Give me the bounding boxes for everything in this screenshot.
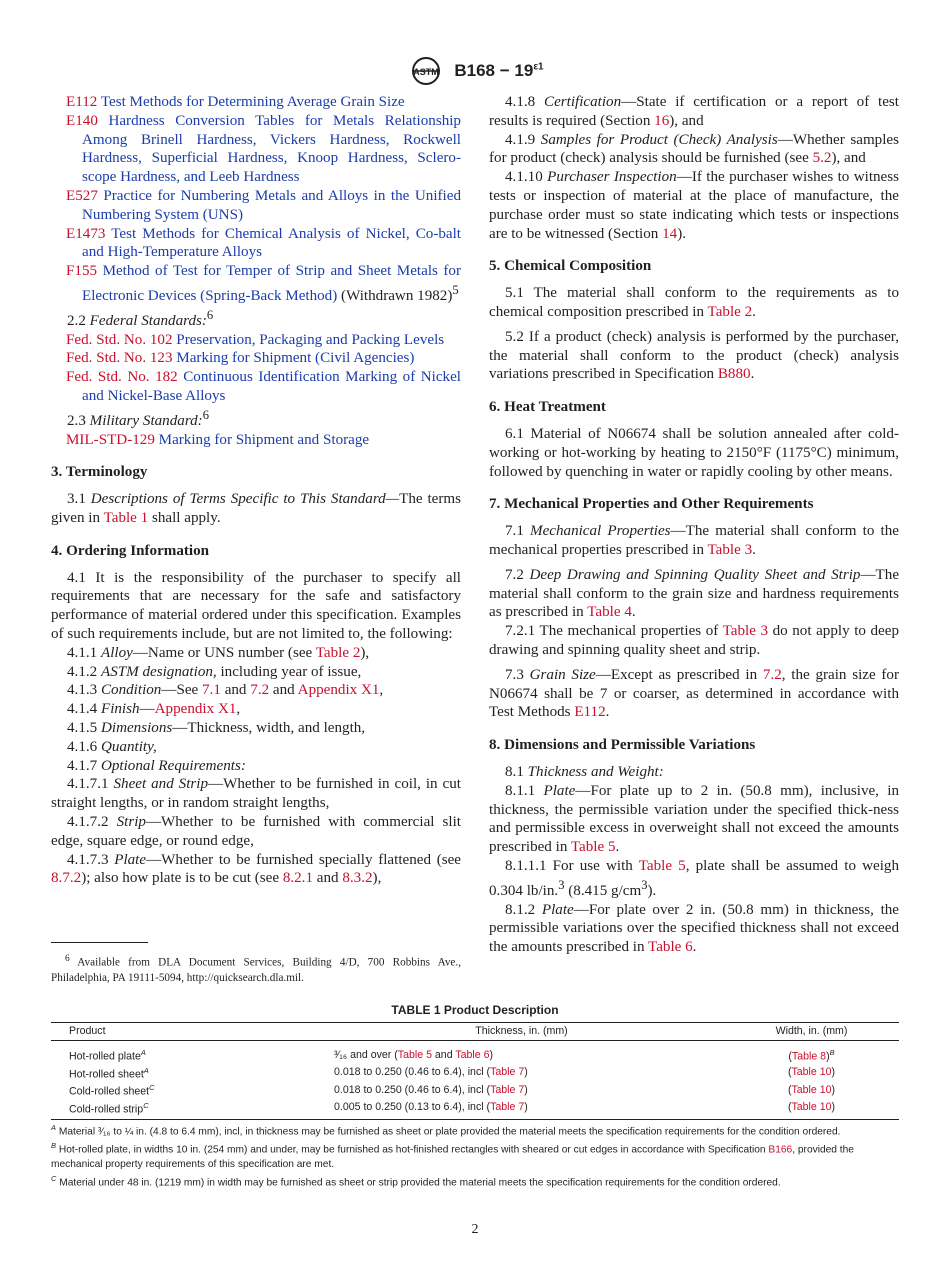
ref-title-link[interactable]: Hardness Conversion Tables for Metals Relationship Among Brinell Hardness, Vickers Hardness, Rockwell Hardness, Superficial Hardness, Knoop Hardness, Sclero-scope Hardness, and Leeb Hardness bbox=[82, 112, 461, 186]
header-width: Width, in. (mm) bbox=[724, 1023, 899, 1041]
table-8-link[interactable]: Table 8 bbox=[791, 1050, 827, 1063]
table-7-link[interactable]: Table 7 bbox=[490, 1101, 525, 1114]
page-header bbox=[0, 56, 950, 86]
appendix-x1-link[interactable]: Appendix X1 bbox=[154, 701, 237, 718]
cell-thickness: 0.018 to 0.250 (0.46 to 6.4), incl (Table 7) bbox=[334, 1066, 528, 1079]
table-7-link[interactable]: Table 7 bbox=[490, 1066, 525, 1079]
para-8-1-1-1: 8.1.1.1 For use with Table 5, plate shall be assumed to weigh 0.304 lb/in.$^3$ (8.415 $g/cm^3$). bbox=[489, 857, 900, 899]
section-7-2-link[interactable]: 7.2 bbox=[762, 666, 782, 683]
ref-title-link[interactable]: Marking for Shipment (Civil Agencies) bbox=[176, 350, 415, 367]
cell-width: (Table 8)$^B$ bbox=[788, 1048, 835, 1063]
right-column bbox=[489, 93, 899, 957]
left-column bbox=[51, 93, 461, 888]
ref-fed-182 bbox=[51, 368, 461, 406]
table-note-b: $^B$ Hot-rolled plate, in widths 10 in. (254 mm) and under, may be furnished as hot-finished rectangles with sheared or cut edges in accordance with Specification B166, provided the mechanical property requirements of this specification are met. bbox=[51, 1141, 854, 1170]
table-row bbox=[51, 1041, 899, 1064]
table-header-row bbox=[51, 1023, 899, 1041]
cell-product: Cold-rolled strip$^C$ bbox=[51, 1099, 319, 1120]
ref-f155: F155 Method of Test for Temper of Strip and Sheet Metals for Electronic Devices (Spring-Back Method) (Withdrawn 1982)$^5$ bbox=[66, 263, 461, 304]
table-5-link[interactable]: Table 5 bbox=[570, 839, 616, 856]
table-7-link[interactable]: Table 7 bbox=[490, 1083, 525, 1096]
ref-title-link[interactable]: Continuous Identification Marking of Nickel and Nickel-Base Alloys bbox=[82, 369, 461, 405]
table-6-link[interactable]: Table 6 bbox=[455, 1048, 490, 1061]
ref-code-link[interactable]: MIL-STD-129 bbox=[66, 431, 155, 448]
table-10-link[interactable]: Table 10 bbox=[791, 1066, 832, 1079]
cell-product: Hot-rolled sheet$^A$ bbox=[69, 1065, 149, 1081]
table-10-link[interactable]: Table 10 bbox=[791, 1101, 832, 1114]
b880-link[interactable]: B880 bbox=[717, 366, 751, 383]
ref-e527 bbox=[51, 187, 461, 225]
section-7-2-link[interactable]: 7.2 bbox=[250, 682, 270, 699]
para-4-1: 4.1 It is the responsibility of the purchaser to specify all requirements that are necessary for the safe and satisfactory performance of material ordered under this specification. Examples of such requirements include, but are not limited to, the following: bbox=[51, 569, 461, 643]
section-5-title: 5. Chemical Composition bbox=[489, 258, 652, 275]
section-16-link[interactable]: 16 bbox=[654, 112, 670, 129]
para-4-1-6: 4.1.6 Quantity, bbox=[67, 738, 157, 755]
ref-title-link[interactable]: Method of Test for Temper of Strip and Sheet Metals for Electronic Devices (Spring-Back Method) bbox=[82, 263, 461, 304]
table-5-link[interactable]: Table 5 bbox=[397, 1048, 432, 1061]
table-3-link[interactable]: Table 3 bbox=[722, 623, 769, 640]
table-2-link[interactable]: Table 2 bbox=[707, 303, 753, 320]
header-thickness: Thickness, in. (mm) bbox=[319, 1023, 724, 1041]
page-number: 2 bbox=[471, 1222, 479, 1237]
para-4-1-7-3: 4.1.7.3 Plate—Whether to be furnished specially flattened (see 8.7.2); also how plate is to be cut (see 8.2.1 and 8.3.2), bbox=[51, 851, 461, 887]
para-6-1: 6.1 Material of N06674 shall be solution annealed after cold-working or hot-working by heating to 2150°F (1175°C) minimum, followed by quenching in water or rapidly cooling by other means. bbox=[489, 425, 899, 480]
ref-code-link[interactable]: Fed. Std. No. 102 bbox=[66, 331, 173, 348]
ref-title-link[interactable]: Marking for Shipment and Storage bbox=[158, 431, 370, 448]
ref-e112 bbox=[51, 93, 461, 112]
military-standard-heading: 2.3 Military Standard:$^6$ bbox=[67, 407, 210, 429]
product-description-table bbox=[51, 1022, 899, 1120]
table-1-notes bbox=[51, 1121, 899, 1190]
para-4-1-10: 4.1.10 Purchaser Inspection—If the purchaser wishes to witness tests or inspection of material at the place of manufacture, the purchase order must so state indicating which tests or inspections are to be witnessed (Section 14). bbox=[489, 169, 900, 242]
ref-e1473 bbox=[51, 225, 461, 263]
table-row bbox=[51, 1081, 899, 1099]
cell-thickness: 0.018 to 0.250 (0.46 to 6.4), incl (Table 7) bbox=[334, 1083, 528, 1096]
astm-logo-icon bbox=[406, 56, 446, 86]
section-8-title: 8. Dimensions and Permissible Variations bbox=[489, 737, 756, 754]
svg-text:ASTM: ASTM bbox=[413, 67, 440, 77]
section-3-title: 3. Terminology bbox=[51, 464, 148, 481]
ref-code-link[interactable]: Fed. Std. No. 123 bbox=[66, 350, 173, 367]
table-2-link[interactable]: Table 2 bbox=[315, 644, 361, 661]
para-4-1-2: 4.1.2 ASTM designation, including year of issue, bbox=[67, 663, 362, 680]
table-3-link[interactable]: Table 3 bbox=[707, 541, 753, 558]
cell-width: (Table 10) bbox=[787, 1083, 836, 1096]
ref-code-link[interactable]: E527 bbox=[66, 187, 98, 204]
para-7-2: 7.2 Deep Drawing and Spinning Quality Sheet and Strip—The material shall conform to the grain size and hardness requirements as prescribed in Table 4. bbox=[489, 566, 900, 621]
para-4-1-7-1: 4.1.7.1 Sheet and Strip—Whether to be furnished in coil, in cut straight lengths, or in random straight lengths, bbox=[51, 776, 461, 812]
section-7-1-link[interactable]: 7.1 bbox=[202, 682, 221, 699]
para-4-1-8: 4.1.8 Certification—State if certification or a report of test results is required (Section 16), and bbox=[489, 94, 899, 129]
cell-thickness: 0.005 to 0.250 (0.13 to 6.4), incl (Table 7) bbox=[319, 1099, 724, 1120]
ref-e140 bbox=[51, 112, 461, 187]
cell-product: Hot-rolled plate$^A$ bbox=[69, 1048, 146, 1063]
para-7-2-1: 7.2.1 The mechanical properties of Table 3 do not apply to deep drawing and spinning quality sheet and strip. bbox=[489, 623, 899, 658]
footnote-divider bbox=[51, 942, 148, 943]
table-row bbox=[51, 1099, 899, 1120]
table-5-link[interactable]: Table 5 bbox=[638, 857, 686, 874]
section-6-title: 6. Heat Treatment bbox=[489, 399, 606, 416]
table-note-a: $^A$ Material ³⁄₁₆ to ¼ in. (4.8 to 6.4 mm), incl, in thickness may be furnished as sheet or plate provided the material meets the specification requirements for the condition ordered. bbox=[51, 1123, 841, 1138]
federal-standards-heading: 2.2 Federal Standards:$^6$ bbox=[67, 307, 214, 329]
ref-fed-102 bbox=[51, 331, 461, 350]
para-4-1-9: 4.1.9 Samples for Product (Check) Analysis—Whether samples for product (check) analysis should be furnished (see 5.2), and bbox=[489, 131, 899, 167]
footnote-6: $^6$ Available from DLA Document Services, Building 4/D, 700 Robbins Ave., Philadelphia, PA 19111-5094, http://quicksearch.dla.mil. bbox=[51, 954, 461, 984]
para-4-1-7: 4.1.7 Optional Requirements: bbox=[67, 757, 246, 774]
para-8-1-1: 8.1.1 Plate—For plate up to 2 in. (50.8 mm), inclusive, in thickness, the permissible variation under the specified thick-ness and permissible excess in overweight shall not exceed the amounts prescribed in Table 5. bbox=[489, 782, 899, 856]
section-14-link[interactable]: 14 bbox=[662, 225, 678, 242]
table-4-link[interactable]: Table 4 bbox=[587, 604, 632, 621]
ref-code-link[interactable]: E140 bbox=[66, 112, 98, 129]
table-note-c: $^C$ Material under 48 in. (1219 mm) in width may be furnished as sheet or strip provided the material meets the specification requirements for the condition ordered. bbox=[51, 1173, 781, 1189]
para-5-1: 5.1 The material shall conform to the requirements as to chemical composition prescribed in Table 2. bbox=[489, 285, 899, 320]
ref-code-link[interactable]: E112 bbox=[66, 94, 98, 110]
para-5-2: 5.2 If a product (check) analysis is performed by the purchaser, the material shall conform to the product (check) analysis variations prescribed in Specification B880. bbox=[489, 328, 899, 383]
table-1 bbox=[51, 1003, 899, 1190]
para-7-3: 7.3 Grain Size—Except as prescribed in 7.2, the grain size for N06674 shall be 7 or coarser, as determined in accordance with Test Methods E112. bbox=[489, 666, 900, 721]
b166-link[interactable]: B166 bbox=[768, 1144, 793, 1156]
para-4-1-3: 4.1.3 Condition—See 7.1 and 7.2 and Appendix X1, bbox=[67, 682, 384, 699]
table-1-title: TABLE 1 Product Description bbox=[391, 1003, 559, 1017]
para-8-1: 8.1 Thickness and Weight: bbox=[505, 763, 664, 780]
designation: $B168 - 19^{\varepsilon 1}$ bbox=[454, 61, 544, 80]
para-4-1-4: 4.1.4 Finish—Appendix X1, bbox=[67, 701, 241, 718]
e112-link[interactable]: E112 bbox=[574, 704, 606, 721]
section-8-7-2-link[interactable]: 8.7.2 bbox=[51, 870, 82, 887]
ref-title-link[interactable]: Practice for Numbering Metals and Alloys in the Unified Numbering System (UNS) bbox=[82, 187, 461, 223]
ref-title-link[interactable]: Test Methods for Determining Average Grain Size bbox=[100, 94, 405, 110]
header-product: Product bbox=[51, 1023, 319, 1041]
para-4-1-1: 4.1.1 Alloy—Name or UNS number (see Table 2), bbox=[67, 644, 370, 661]
cell-product: Cold-rolled sheet$^C$ bbox=[69, 1083, 155, 1098]
ref-code-link[interactable]: Fed. Std. No. 182 bbox=[66, 369, 178, 386]
appendix-x1-link[interactable]: Appendix X1 bbox=[297, 682, 380, 699]
section-5-2-link[interactable]: 5.2 bbox=[812, 150, 832, 167]
cell-thickness: ³⁄₁₆ and over (Table 5 and Table 6) bbox=[334, 1048, 494, 1061]
section-8-3-2-link[interactable]: 8.3.2 bbox=[342, 870, 373, 887]
para-7-1: 7.1 Mechanical Properties—The material shall conform to the mechanical properties prescribed in Table 3. bbox=[489, 523, 899, 558]
ref-code-link[interactable]: E1473 bbox=[66, 225, 106, 242]
para-8-1-2: 8.1.2 Plate—For plate over 2 in. (50.8 mm) in thickness, the permissible variations over the specified thickness shall not exceed the amounts prescribed in Table 6. bbox=[489, 901, 900, 956]
para-4-1-5: 4.1.5 Dimensions—Thickness, width, and length, bbox=[67, 720, 366, 736]
section-7-title: 7. Mechanical Properties and Other Requirements bbox=[489, 496, 814, 513]
ref-mil-std-129 bbox=[51, 431, 461, 450]
ref-fed-123 bbox=[51, 349, 461, 368]
para-3-1: 3.1 Descriptions of Terms Specific to This Standard—The terms given in Table 1 shall apply. bbox=[51, 491, 462, 527]
para-4-1-7-2: 4.1.7.2 Strip—Whether to be furnished with commercial slit edge, square edge, or round edge, bbox=[51, 813, 461, 849]
table-10-link[interactable]: Table 10 bbox=[791, 1083, 832, 1096]
table-6-link[interactable]: Table 6 bbox=[648, 939, 693, 956]
ref-title-link[interactable]: Preservation, Packaging and Packing Levels bbox=[176, 331, 445, 348]
ref-code-link[interactable]: F155 bbox=[66, 263, 98, 280]
cell-width: (Table 10) bbox=[787, 1066, 836, 1079]
table-1-link[interactable]: Table 1 bbox=[103, 510, 149, 527]
section-8-2-1-link[interactable]: 8.2.1 bbox=[282, 870, 313, 887]
ref-title-link[interactable]: Test Methods for Chemical Analysis of Nickel, Co-balt and High-Temperature Alloys bbox=[82, 225, 461, 261]
section-4-title: 4. Ordering Information bbox=[51, 542, 210, 559]
cell-width: (Table 10) bbox=[724, 1099, 899, 1120]
table-row bbox=[51, 1064, 899, 1082]
